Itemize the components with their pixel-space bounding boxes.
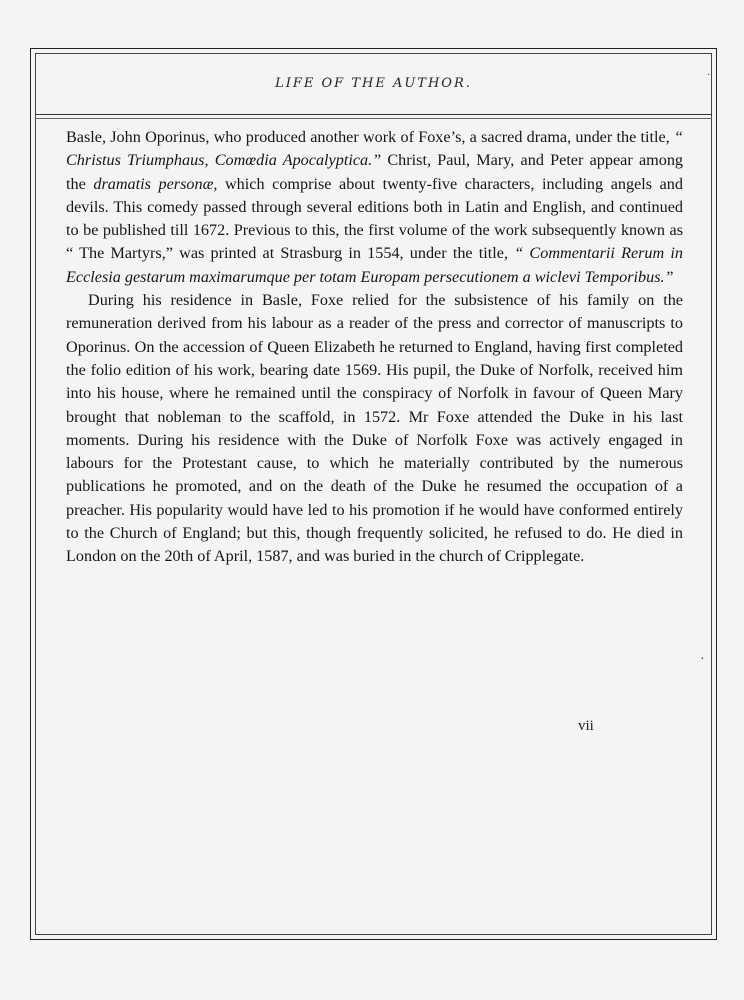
body-text: [66, 126, 683, 569]
header-rule: [35, 114, 712, 115]
para1-text-3: which comprise about twenty-five characters, including angels and devils. This comedy passed through several editions both in Latin and English, and continued to be published till 1672. Previous to this, the first volume of the work subsequently known as “ The Martyrs,” was printed at Strasburg in 1554, under the title,: [66, 174, 683, 263]
para1-dramatis-personae: dramatis personæ,: [93, 174, 218, 193]
para1-title-christus: “ Christus Triumphaus, Comœdia Apocalyptica.”: [66, 128, 683, 170]
page-number: vii: [578, 718, 594, 734]
paragraph-1: [66, 126, 683, 289]
running-head: LIFE OF THE AUTHOR.: [275, 76, 472, 91]
para1-text-2: Christ, Paul, Mary, and Peter appear among the: [66, 151, 684, 193]
print-speck: ·: [707, 70, 711, 81]
paragraph-2: During his residence in Basle, Foxe relied for the subsistence of his family on the remuneration derived from his labour as a reader of the press and corrector of manuscripts to Oporinus. On the accession of Queen Elizabeth he returned to England, having first completed the folio edition of his work, bearing date 1569. His pupil, the Duke of Norfolk, received him into his house, where he remained until the conspiracy of Norfolk in favour of Queen Mary brought that nobleman to the scaffold, in 1572. Mr Foxe attended the Duke in his last moments. During his residence with the Duke of Norfolk Foxe was actively engaged in labours for the Protestant cause, to which he materially contributed by the numerous publications he promoted, and on the death of the Duke he resumed the occupation of a preacher. His popularity would have led to his promotion if he would have conformed entirely to the Church of England; but this, though frequently solicited, he refused to do. He died in London on the 20th of April, 1587, and was buried in the church of Cripplegate.: [66, 291, 683, 566]
header-rule-secondary: [35, 118, 712, 119]
para1-text-1: Basle, John Oporinus, who produced another work of Foxe’s, a sacred drama, under the title,: [66, 128, 674, 146]
para1-title-commentarii: “ Commentarii Rerum in Ecclesia gestarum maximarumque per totam Europam persecutionem a wiclevi Temporibus.”: [66, 244, 684, 286]
print-speck: ·: [700, 652, 705, 667]
